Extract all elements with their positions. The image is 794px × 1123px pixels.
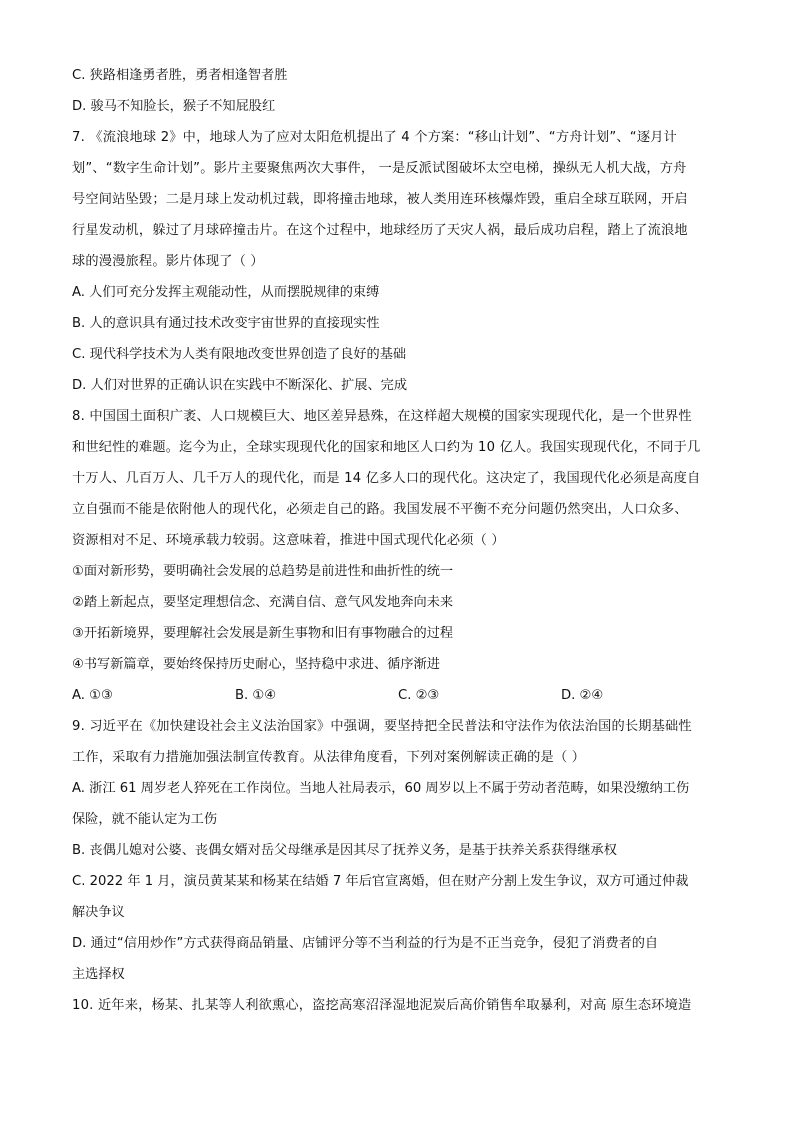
question-7-stem-line: 划”、“数字生命计划”。影片主要聚焦两次大事件， 一是反派试图破坏太空电梯，操纵无人机大战，方舟	[72, 161, 687, 176]
question-8-stem-line: 和世纪性的难题。迄今为止，全球实现现代化的国家和地区人口约为 10 亿人。我国实现现代化，不同于几	[72, 440, 701, 455]
question-8-stem-line: 资源相对不足、环境承载力较弱。这意味着，推进中国式现代化必须（ ）	[72, 533, 505, 548]
question-8-stem-line: 立自强而不能是依附他人的现代化，必须走自己的路。我国发展不平衡不充分问题仍然突出，人口众多、	[72, 502, 688, 517]
question-9-option-a: A. 浙江 61 周岁老人猝死在工作岗位。当地人社局表示，60 周岁以上不属于劳动者范畴，如果没缴纳工伤	[72, 781, 690, 796]
question-9-stem-line: 9. 习近平在《加快建设社会主义法治国家》中强调，要坚持把全民普法和守法作为依法治国的长期基础性	[72, 719, 692, 734]
question-10-stem-line: 10. 近年来，杨某、扎某等人利欲熏心，盗挖高寒沼泽湿地泥炭后高价销售牟取暴利，对高 原生态环境造	[72, 998, 692, 1013]
question-9-option-a-cont: 保险，就不能认定为工伤	[72, 812, 218, 827]
question-8-item-4: ④书写新篇章，要始终保持历史耐心，坚持稳中求进、循序渐进	[72, 657, 440, 672]
option-d-q6: D. 骏马不知脸长，猴子不知屁股红	[72, 99, 276, 114]
question-8-option-a: A. ①③	[72, 688, 113, 703]
question-8-item-1: ①面对新形势，要明确社会发展的总趋势是前进性和曲折性的统一	[72, 564, 454, 579]
question-8-options	[72, 680, 724, 711]
question-8-item-2: ②踏上新起点，要坚定理想信念、充满自信、意气风发地奔向未来	[72, 595, 454, 610]
question-8-stem-line: 8. 中国国土面积广袤、人口规模巨大、地区差异悬殊，在这样超大规模的国家实现现代化，是一个世界性	[72, 409, 692, 424]
question-9-option-b: B. 丧偶儿媳对公婆、丧偶女婿对岳父母继承是因其尽了抚养义务，是基于扶养关系获得继承权	[72, 843, 617, 858]
question-7-stem-line: 行星发动机，躲过了月球碎撞击片。在这个过程中，地球经历了天灾人祸，最后成功启程，踏上了流浪地	[72, 223, 688, 238]
question-9-option-c-cont: 解决争议	[72, 905, 125, 920]
question-8-item-3: ③开拓新境界，要理解社会发展是新生事物和旧有事物融合的过程	[72, 626, 454, 641]
question-8-option-d: D. ②④	[561, 688, 604, 703]
question-8-stem-line: 十万人、几百万人、几千万人的现代化，而是 14 亿多人口的现代化。这决定了，我国现代化必须是高度自	[72, 471, 701, 486]
question-7-option-a: A. 人们可充分发挥主观能动性，从而摆脱规律的束缚	[72, 285, 380, 300]
question-7-option-c: C. 现代科学技术为人类有限地改变世界创造了良好的基础	[72, 347, 407, 362]
question-7-option-d: D. 人们对世界的正确认识在实践中不断深化、扩展、完成	[72, 378, 408, 393]
option-c-q6: C. 狭路相逢勇者胜，勇者相逢智者胜	[72, 68, 288, 83]
question-9-stem-line: 工作，采取有力措施加强法制宣传教育。从法律角度看，下列对案例解读正确的是（ ）	[72, 750, 586, 765]
question-7-option-b: B. 人的意识具有通过技术改变宇宙世界的直接现实性	[72, 316, 380, 331]
question-7-stem-line: 球的漫漫旅程。影片体现了（ ）	[72, 254, 264, 269]
question-9-option-d-cont: 主选择权	[72, 967, 125, 982]
question-7-stem-line: 7. 《流浪地球 2》中，地球人为了应对太阳危机提出了 4 个方案：“移山计划”、“方舟计划”、“逐月计	[72, 130, 677, 145]
question-9-option-d: D. 通过“信用炒作”方式获得商品销量、店铺评分等不当利益的行为是不正当竞争，侵犯了消费者的自	[72, 936, 659, 951]
question-7-stem-line: 号空间站坠毁；二是月球上发动机过载，即将撞击地球，被人类用连环核爆炸毁，重启全球互联网，开启	[72, 192, 688, 207]
question-8-option-b: B. ①④	[235, 688, 277, 703]
document-page	[72, 60, 724, 1021]
question-9-option-c: C. 2022 年 1 月，演员黄某某和杨某在结婚 7 年后官宣离婚，但在财产分割上发生争议，双方可通过仲裁	[72, 874, 689, 889]
question-8-option-c: C. ②③	[398, 688, 440, 703]
